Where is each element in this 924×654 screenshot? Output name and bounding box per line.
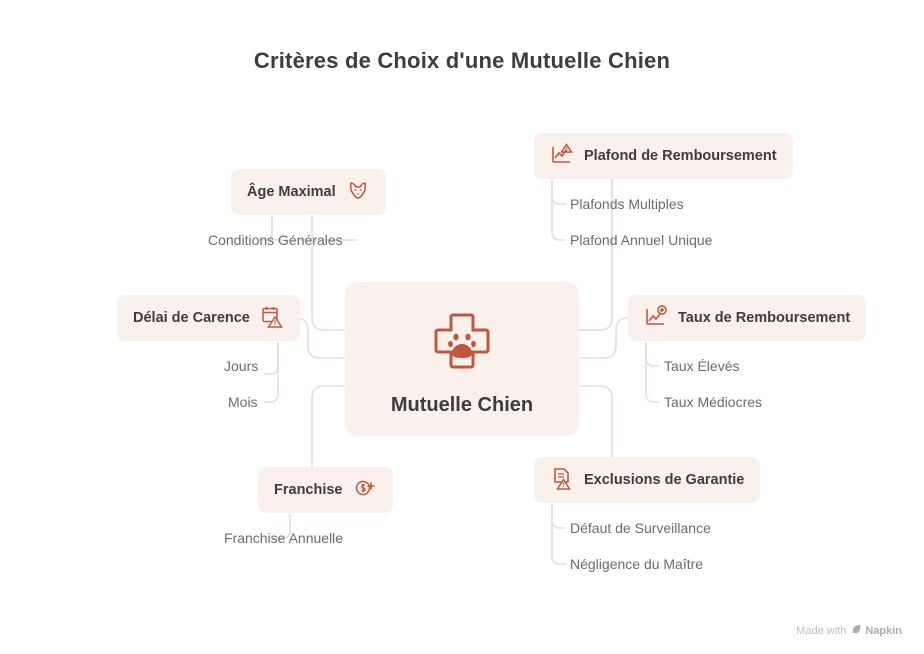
branch-franchise[interactable] [258,467,393,513]
dog-medical-cross-icon [428,307,496,380]
center-node-label: Mutuelle Chien [390,394,534,416]
napkin-brand-label: Napkin [865,625,902,637]
leaf-franchise-annuelle: Franchise Annuelle [224,530,344,546]
branch-label: Plafond de Remboursement [584,148,777,164]
branch-taux-de-remboursement[interactable] [628,295,866,341]
leaf-taux-mediocres: Taux Médiocres [664,394,763,410]
leaf-plafond-annuel-unique: Plafond Annuel Unique [570,232,713,248]
leaf-conditions-generales: Conditions Générales [208,232,343,248]
branch-label: Âge Maximal [247,184,336,200]
calendar-warning-icon [260,304,284,333]
made-with-napkin-badge[interactable] [796,624,902,638]
page-title: Critères de Choix d'une Mutuelle Chien [253,48,671,73]
leaf-defaut-de-surveillance: Défaut de Surveillance [570,520,711,536]
leaf-taux-eleves: Taux Élevés [664,358,740,374]
coin-plus-icon [353,476,377,505]
branch-plafond-de-remboursement[interactable] [534,133,793,179]
branch-label: Délai de Carence [133,310,250,326]
branch-delai-de-carence[interactable] [117,295,300,341]
napkin-logo-icon [851,624,862,638]
leaf-negligence-du-maitre: Négligence du Maître [570,556,704,572]
leaf-jours: Jours [224,358,259,374]
dog-head-icon [346,178,370,207]
branch-exclusions-de-garantie[interactable] [534,457,760,503]
chart-plus-icon [644,304,668,333]
chart-warning-icon [550,142,574,171]
made-with-label: Made with [796,625,847,637]
branch-label: Taux de Remboursement [678,310,851,326]
branch-label: Franchise [274,482,343,498]
branch-age-maximal[interactable] [231,169,386,215]
document-warning-icon [550,466,574,495]
center-node[interactable] [345,282,579,436]
leaf-plafonds-multiples: Plafonds Multiples [570,196,684,212]
branch-label: Exclusions de Garantie [584,472,745,488]
leaf-mois: Mois [228,394,258,410]
